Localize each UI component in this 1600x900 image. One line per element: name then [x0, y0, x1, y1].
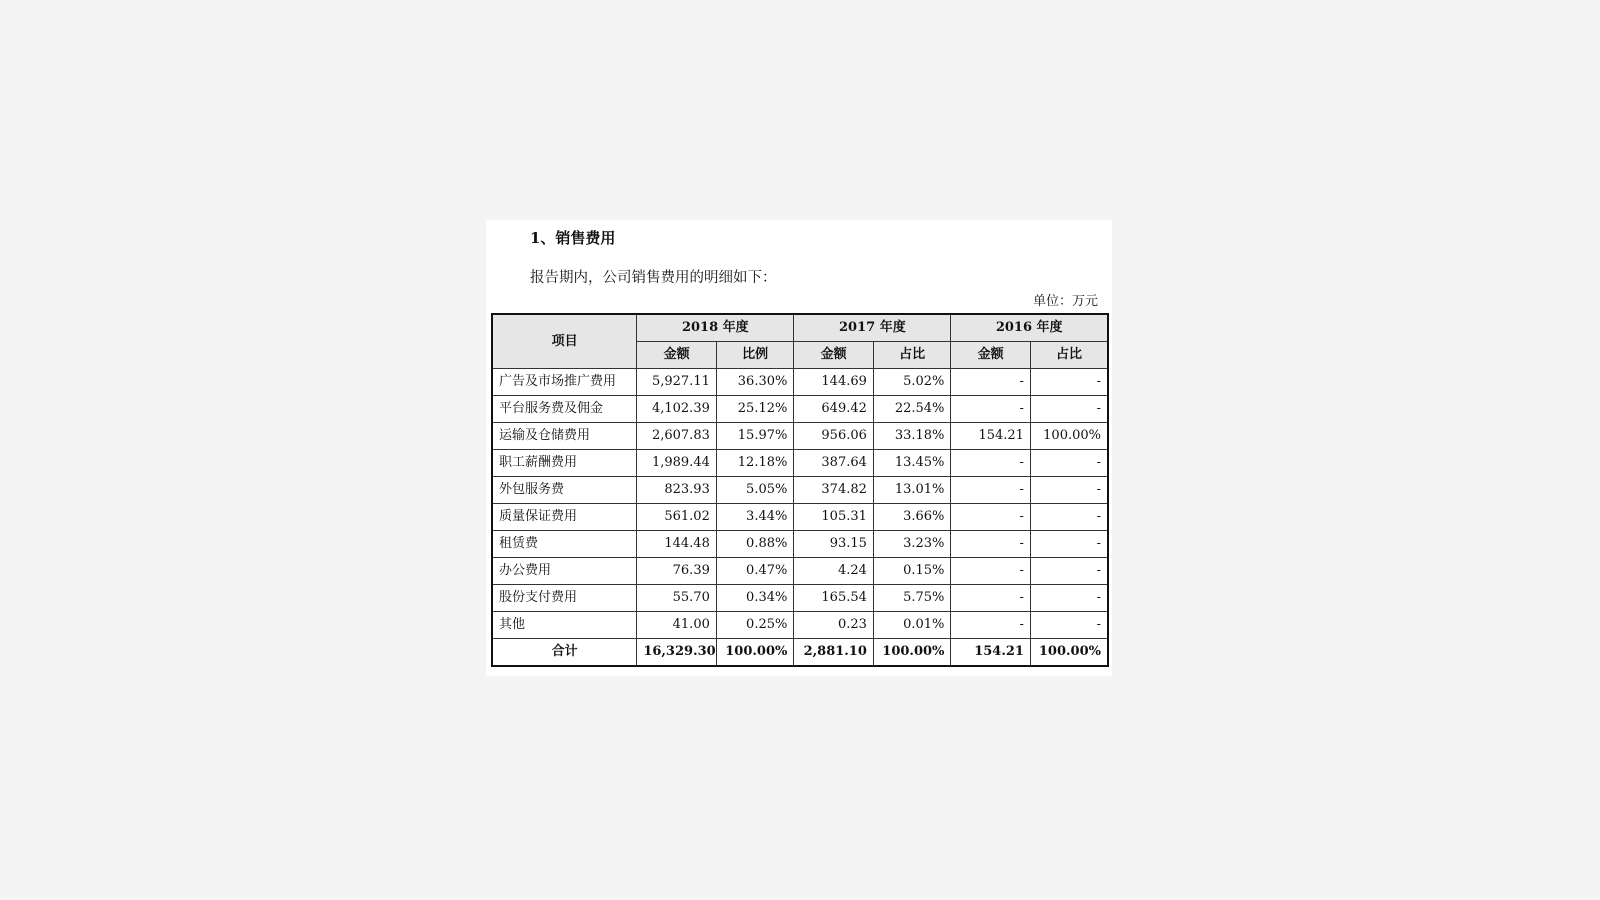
row-item: 股份支付费用 — [492, 585, 637, 612]
cell-ratio-2016: - — [1030, 477, 1108, 504]
row-item: 办公费用 — [492, 558, 637, 585]
row-item: 外包服务费 — [492, 477, 637, 504]
cell-amount-2018: 55.70 — [637, 585, 717, 612]
total-ratio-2018: 100.00% — [716, 639, 794, 667]
cell-ratio-2017: 5.02% — [873, 369, 951, 396]
cell-ratio-2017: 5.75% — [873, 585, 951, 612]
cell-ratio-2018: 3.44% — [716, 504, 794, 531]
cell-amount-2016: - — [951, 504, 1031, 531]
cell-amount-2018: 144.48 — [637, 531, 717, 558]
cell-amount-2016: - — [951, 450, 1031, 477]
cell-ratio-2018: 5.05% — [716, 477, 794, 504]
row-item: 租赁费 — [492, 531, 637, 558]
row-item: 运输及仓储费用 — [492, 423, 637, 450]
cell-ratio-2017: 33.18% — [873, 423, 951, 450]
cell-amount-2018: 1,989.44 — [637, 450, 717, 477]
cell-ratio-2017: 0.01% — [873, 612, 951, 639]
header-year-2016: 2016 年度 — [951, 314, 1108, 342]
cell-ratio-2018: 12.18% — [716, 450, 794, 477]
table-row — [492, 585, 1108, 612]
cell-amount-2017: 144.69 — [794, 369, 874, 396]
cell-amount-2018: 4,102.39 — [637, 396, 717, 423]
row-item: 其他 — [492, 612, 637, 639]
cell-amount-2017: 649.42 — [794, 396, 874, 423]
cell-ratio-2016: - — [1030, 585, 1108, 612]
row-item: 平台服务费及佣金 — [492, 396, 637, 423]
header-item: 项目 — [492, 314, 637, 369]
total-ratio-2017: 100.00% — [873, 639, 951, 667]
document-page — [486, 220, 1112, 676]
cell-ratio-2016: - — [1030, 369, 1108, 396]
total-amount-2016: 154.21 — [951, 639, 1031, 667]
cell-ratio-2016: - — [1030, 396, 1108, 423]
cell-amount-2016: - — [951, 369, 1031, 396]
table-row — [492, 423, 1108, 450]
cell-amount-2017: 0.23 — [794, 612, 874, 639]
cell-amount-2018: 2,607.83 — [637, 423, 717, 450]
cell-amount-2017: 4.24 — [794, 558, 874, 585]
cell-amount-2017: 93.15 — [794, 531, 874, 558]
header-ratio-2016: 占比 — [1030, 342, 1108, 369]
cell-ratio-2016: - — [1030, 612, 1108, 639]
cell-amount-2018: 76.39 — [637, 558, 717, 585]
total-amount-2017: 2,881.10 — [794, 639, 874, 667]
cell-ratio-2016: 100.00% — [1030, 423, 1108, 450]
total-ratio-2016: 100.00% — [1030, 639, 1108, 667]
row-item: 广告及市场推广费用 — [492, 369, 637, 396]
cell-amount-2017: 105.31 — [794, 504, 874, 531]
header-year-2017: 2017 年度 — [794, 314, 951, 342]
section-heading: 1、销售费用 — [530, 229, 616, 247]
cell-amount-2018: 41.00 — [637, 612, 717, 639]
cell-amount-2016: - — [951, 396, 1031, 423]
sales-expense-table — [491, 313, 1109, 667]
cell-ratio-2018: 0.88% — [716, 531, 794, 558]
cell-ratio-2018: 0.34% — [716, 585, 794, 612]
total-label: 合计 — [492, 639, 637, 667]
header-amount-2016: 金额 — [951, 342, 1031, 369]
table-row — [492, 612, 1108, 639]
header-amount-2018: 金额 — [637, 342, 717, 369]
header-ratio-2017: 占比 — [873, 342, 951, 369]
cell-amount-2018: 823.93 — [637, 477, 717, 504]
cell-ratio-2017: 3.66% — [873, 504, 951, 531]
cell-amount-2016: 154.21 — [951, 423, 1031, 450]
table-row — [492, 450, 1108, 477]
cell-ratio-2017: 22.54% — [873, 396, 951, 423]
header-year-2018: 2018 年度 — [637, 314, 794, 342]
header-row-years — [492, 314, 1108, 342]
cell-amount-2017: 165.54 — [794, 585, 874, 612]
cell-amount-2017: 387.64 — [794, 450, 874, 477]
header-ratio-2018: 比例 — [716, 342, 794, 369]
cell-amount-2016: - — [951, 585, 1031, 612]
unit-label: 单位：万元 — [1032, 294, 1098, 309]
cell-ratio-2018: 0.47% — [716, 558, 794, 585]
cell-ratio-2017: 0.15% — [873, 558, 951, 585]
intro-paragraph: 报告期内，公司销售费用的明细如下： — [530, 270, 777, 286]
header-amount-2017: 金额 — [794, 342, 874, 369]
cell-amount-2016: - — [951, 558, 1031, 585]
total-amount-2018: 16,329.30 — [637, 639, 717, 667]
cell-ratio-2016: - — [1030, 450, 1108, 477]
cell-ratio-2017: 13.01% — [873, 477, 951, 504]
table-row — [492, 396, 1108, 423]
cell-ratio-2018: 25.12% — [716, 396, 794, 423]
cell-ratio-2018: 36.30% — [716, 369, 794, 396]
table-row — [492, 531, 1108, 558]
cell-ratio-2018: 15.97% — [716, 423, 794, 450]
cell-ratio-2017: 3.23% — [873, 531, 951, 558]
cell-amount-2016: - — [951, 531, 1031, 558]
row-item: 职工薪酬费用 — [492, 450, 637, 477]
cell-amount-2017: 956.06 — [794, 423, 874, 450]
cell-amount-2018: 561.02 — [637, 504, 717, 531]
row-item: 质量保证费用 — [492, 504, 637, 531]
total-row — [492, 639, 1108, 667]
cell-ratio-2018: 0.25% — [716, 612, 794, 639]
cell-amount-2018: 5,927.11 — [637, 369, 717, 396]
cell-ratio-2016: - — [1030, 504, 1108, 531]
table-body — [492, 369, 1108, 667]
table-row — [492, 477, 1108, 504]
cell-amount-2016: - — [951, 612, 1031, 639]
table-row — [492, 369, 1108, 396]
table-row — [492, 504, 1108, 531]
table-row — [492, 558, 1108, 585]
cell-ratio-2016: - — [1030, 531, 1108, 558]
cell-ratio-2017: 13.45% — [873, 450, 951, 477]
cell-ratio-2016: - — [1030, 558, 1108, 585]
cell-amount-2017: 374.82 — [794, 477, 874, 504]
cell-amount-2016: - — [951, 477, 1031, 504]
